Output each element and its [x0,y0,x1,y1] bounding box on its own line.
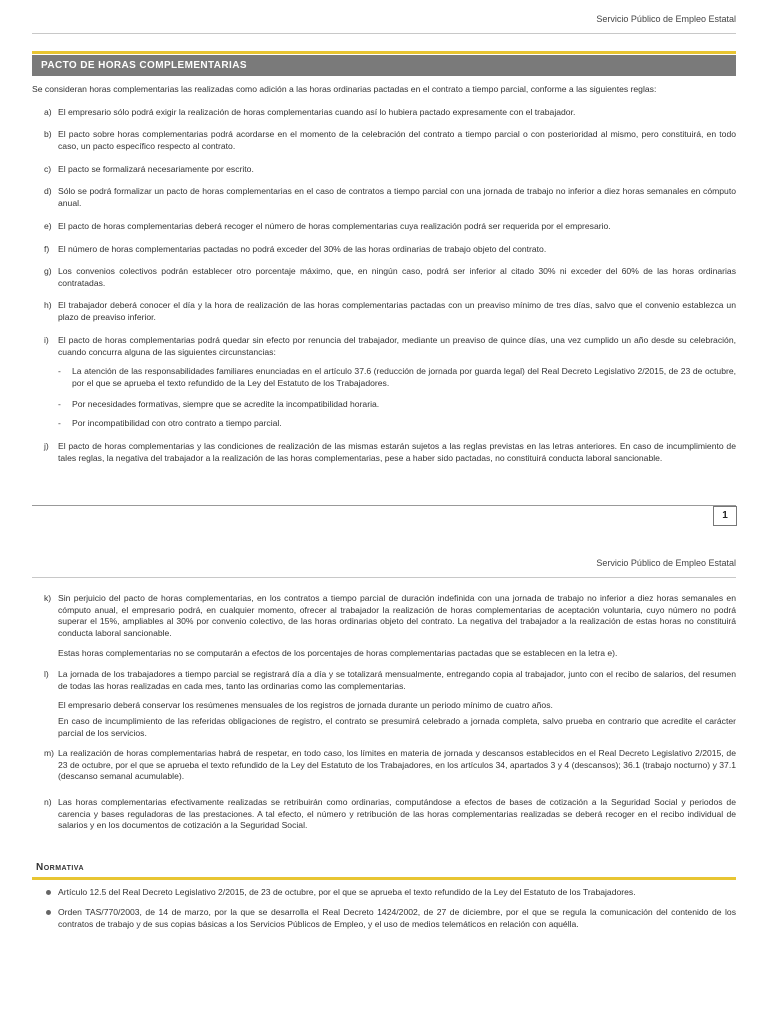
list-item: k) Sin perjuicio del pacto de horas complementarias, en los contratos a tiempo parcial de duración indefinida con una jornada de trabajo no inferior a diez horas semanales en cómputo anual, el empresario podrá, en cualquier momento, ofrecer al trabajador la realización de horas complementarias de aceptación voluntaria, cuyo número no podrá superar el 15%, ampliables al 30% por convenio colectivo, de las horas ordinarias objeto del contrato. La negativa del trabajador a la realización de estas horas no constituirá conducta laboral sancionable. [44,593,736,638]
list-item: i) El pacto de horas complementarias podrá quedar sin efecto por renuncia del trabajador, mediante un preaviso de quince días, una vez cumplido un año desde su celebración, cuando concurra alguna de las siguientes circunstancias: [44,335,736,357]
list-item: h) El trabajador deberá conocer el día y la hora de realización de las horas complementarias pactadas con un preaviso mínimo de tres días, salvo que el convenio establezca un plazo de preaviso inferior. [44,300,736,322]
bullet-item: Orden TAS/770/2003, de 14 de marzo, por la que se desarrolla el Real Decreto 1424/2002, de 27 de diciembre, por el que se regula la comunicación del contenido de los contratos de trabajo y de sus copias básicas a los Servicios Públicos de Empleo, y el uso de medios telemáticos en relación con aquélla. [44,907,736,930]
accent-bar [32,51,736,54]
sub-item: - Por necesidades formativas, siempre que se acredite la incompatibilidad horaria. [58,399,380,409]
accent-bar [32,877,736,880]
footer-divider [32,505,736,506]
section-title: PACTO DE HORAS COMPLEMENTARIAS [32,55,736,76]
list-item: c) El pacto se formalizará necesariamente por escrito. [44,164,254,174]
list-item: f) El número de horas complementarias pactadas no podrá exceder del 30% de las horas ordinarias de trabajo objeto del contrato. [44,244,547,254]
bullet-item: Artículo 12.5 del Real Decreto Legislativo 2/2015, de 23 de octubre, por el que se aprueba el texto refundido de la Ley del Estatuto de los Trabajadores. [44,887,736,899]
sub-item: - La atención de las responsabilidades familiares enunciadas en el artículo 37.6 (reducción de jornada por guarda legal) del Real Decreto Legislativo 2/2015, de 23 de octubre, por el que se aprueba el texto refundido de la Ley del Estatuto de los Trabajadores. [58,366,736,388]
paragraph: El empresario deberá conservar los resúmenes mensuales de los registros de jornada durante un periodo mínimo de cuatro años. [58,700,553,710]
normativa-title: Normativa [36,862,85,873]
list-item: b) El pacto sobre horas complementarias podrá acordarse en el momento de la celebración del contrato a tiempo parcial o con posterioridad al mismo, pero constituirá, en todo caso, un pacto específico respecto al contrato. [44,129,736,151]
list-item: j) El pacto de horas complementarias y las condiciones de realización de las mismas estarán sujetos a las reglas previstas en las letras anteriores. En caso de incumplimiento de tales reglas, la negativa del trabajador a la realización de las horas complementarias, pese a haber sido pactadas, no constituirá conducta laboral sancionable. [44,441,736,463]
sub-item: - Por incompatibilidad con otro contrato a tiempo parcial. [58,418,282,428]
page-header: Servicio Público de Empleo Estatal [596,14,736,24]
list-item: g) Los convenios colectivos podrán establecer otro porcentaje máximo, que, en ningún caso, podrá ser inferior al citado 30% ni exceder del 60% de las horas ordinarias contratadas. [44,266,736,288]
list-item: n) Las horas complementarias efectivamente realizadas se retribuirán como ordinarias, computándose a efectos de bases de cotización a la Seguridad Social y periodos de carencia y bases reguladoras de las prestaciones. A tal efecto, el número y retribución de las horas complementarias realizadas se deberá recoger en el recibo individual de salarios y en los documentos de cotización a la Seguridad Social. [44,797,736,830]
header-divider [32,577,736,578]
paragraph: En caso de incumplimiento de las referidas obligaciones de registro, el contrato se presumirá celebrado a jornada completa, salvo prueba en contrario que acredite el carácter parcial de los servicios. [58,716,736,738]
list-item: a) El empresario sólo podrá exigir la realización de horas complementarias cuando así lo hubiera pactado expresamente con el trabajador. [44,107,576,117]
list-item: m) La realización de horas complementarias habrá de respetar, en todo caso, los límites en materia de jornada y descansos establecidos en el Real Decreto Legislativo 2/2015, de 23 de octubre, por el que se aprueba el texto refundido de la Ley del Estatuto de los Trabajadores, en los artículos 34, apartados 3 y 4 (descansos); 36.1 (trabajo nocturno) y 37.1 (descanso semanal acumulable). [44,748,736,781]
intro-paragraph: Se consideran horas complementarias las realizadas como adición a las horas ordinarias pactadas en el contrato a tiempo parcial, conforme a las siguientes reglas: [32,84,657,94]
list-item: e) El pacto de horas complementarias deberá recoger el número de horas complementarias cuya realización podrá ser requerida por el empresario. [44,221,611,231]
page-header: Servicio Público de Empleo Estatal [596,558,736,568]
list-item: d) Sólo se podrá formalizar un pacto de horas complementarias en el caso de contratos a tiempo parcial con una jornada de trabajo no inferior a diez horas semanales en cómputo anual. [44,186,736,208]
page-number: 1 [713,506,737,526]
list-item: l) La jornada de los trabajadores a tiempo parcial se registrará día a día y se totalizará mensualmente, entregando copia al trabajador, junto con el recibo de salarios, del resumen de todas las horas realizadas en cada mes, tanto las ordinarias como las complementarias. [44,669,736,691]
header-divider [32,33,736,34]
paragraph: Estas horas complementarias no se computarán a efectos de los porcentajes de horas complementarias pactadas que se establecen en la letra e). [58,648,618,658]
